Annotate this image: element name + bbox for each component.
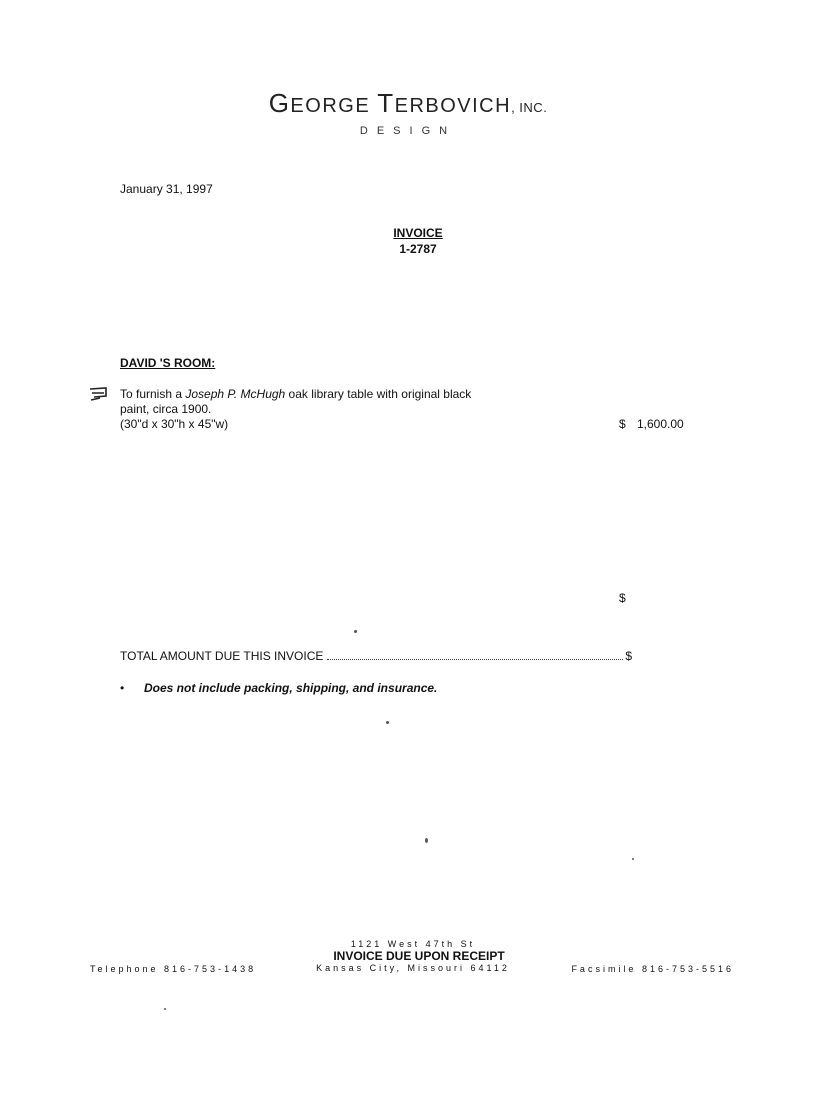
- item-currency: $: [619, 417, 626, 431]
- scan-speck: [386, 721, 389, 724]
- logo-initial-t: T: [377, 88, 395, 118]
- note-bullet: •: [120, 681, 125, 695]
- logo-subtitle: DESIGN: [359, 125, 457, 137]
- footer-telephone: Telephone 816-753-1438: [90, 964, 257, 974]
- logo-suffix: , INC.: [511, 100, 548, 115]
- invoice-date: January 31, 1997: [120, 182, 213, 196]
- logo-text-1: EORGE: [290, 95, 378, 117]
- scan-speck: [632, 858, 634, 860]
- item-amount: 1,600.00: [637, 417, 684, 431]
- footer-address-street: 1121 West 47th St: [350, 939, 476, 949]
- invoice-number: 1-2787: [399, 242, 437, 256]
- company-logo: [0, 88, 816, 119]
- footer-facsimile: Facsimile 816-753-5516: [571, 964, 734, 974]
- subtotal-currency: $: [619, 591, 626, 605]
- item-description-line-2: paint, circa 1900.: [120, 402, 212, 416]
- item-text-pre: To furnish a: [120, 387, 186, 401]
- handwritten-mark-icon: [88, 386, 110, 404]
- item-text-post: oak library table with original black: [285, 387, 472, 401]
- total-currency: $: [625, 649, 632, 663]
- item-maker-name: Joseph P. McHugh: [185, 387, 286, 401]
- logo-text-2: ERBOVICH: [394, 95, 512, 117]
- logo-initial-g: G: [268, 88, 291, 118]
- item-description-line-1: [120, 387, 471, 401]
- exclusion-note: [120, 681, 437, 695]
- footer-due-notice: INVOICE DUE UPON RECEIPT: [333, 949, 505, 963]
- footer-address-city: Kansas City, Missouri 64112: [316, 963, 510, 973]
- section-heading: DAVID 'S ROOM:: [120, 356, 216, 370]
- total-label: TOTAL AMOUNT DUE THIS INVOICE: [120, 649, 324, 663]
- dotted-leader: [327, 659, 623, 660]
- scan-speck: [164, 1008, 166, 1010]
- scan-speck: [354, 630, 357, 633]
- total-row: [120, 649, 632, 663]
- item-dimensions: (30"d x 30"h x 45"w): [120, 417, 229, 431]
- note-text: Does not include packing, shipping, and insurance.: [144, 681, 438, 695]
- invoice-title: INVOICE: [393, 226, 443, 240]
- scan-speck: [425, 838, 428, 843]
